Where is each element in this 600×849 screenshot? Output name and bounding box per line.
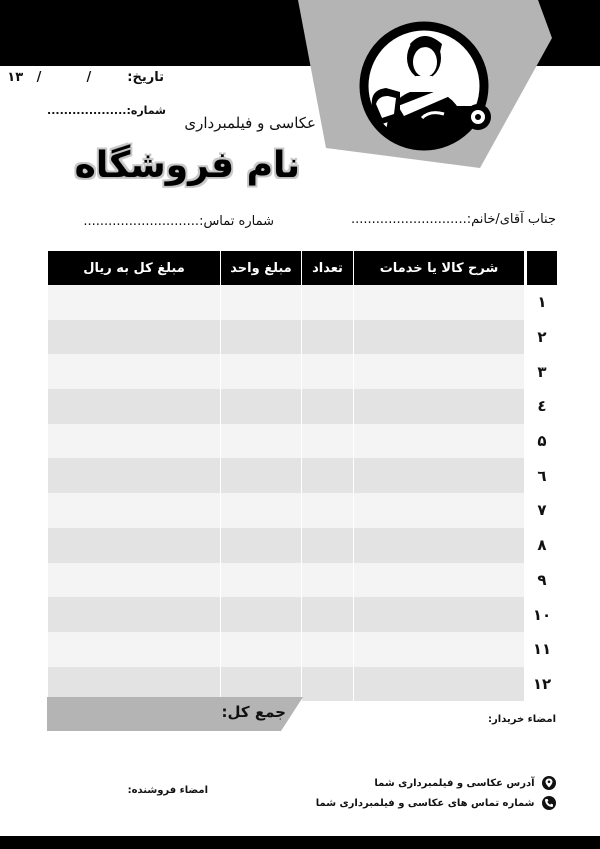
cell-unit-price[interactable] xyxy=(221,458,302,493)
column-header-quantity: تعداد xyxy=(302,251,354,285)
cell-description[interactable] xyxy=(354,354,525,389)
cell-unit-price[interactable] xyxy=(221,354,302,389)
table-row xyxy=(48,320,558,355)
date-field xyxy=(7,70,164,90)
row-number: ۱۰ xyxy=(527,597,558,632)
cell-quantity[interactable] xyxy=(302,493,354,528)
invoice-table xyxy=(47,251,558,701)
cell-quantity[interactable] xyxy=(302,667,354,702)
cell-description[interactable] xyxy=(354,597,525,632)
customer-phone-field[interactable] xyxy=(48,214,274,229)
column-header-total: مبلغ کل به ریال xyxy=(48,251,221,285)
table-row xyxy=(48,354,558,389)
column-header-row-number xyxy=(527,251,558,285)
cell-unit-price[interactable] xyxy=(221,632,302,667)
cell-description[interactable] xyxy=(354,424,525,459)
cell-description[interactable] xyxy=(354,320,525,355)
cell-quantity[interactable] xyxy=(302,528,354,563)
row-number: ۹ xyxy=(527,563,558,598)
cell-total[interactable] xyxy=(48,389,221,424)
table-row xyxy=(48,389,558,424)
buyer-signature-label: امضاء خریدار: xyxy=(488,714,556,725)
cell-quantity[interactable] xyxy=(302,354,354,389)
cell-total[interactable] xyxy=(48,320,221,355)
cell-unit-price[interactable] xyxy=(221,285,302,320)
row-number: ٤ xyxy=(527,389,558,424)
row-number: ٦ xyxy=(527,458,558,493)
location-pin-icon xyxy=(542,776,556,790)
cell-description[interactable] xyxy=(354,528,525,563)
cell-total[interactable] xyxy=(48,632,221,667)
bottom-bar xyxy=(0,836,600,849)
cell-quantity[interactable] xyxy=(302,632,354,667)
cell-unit-price[interactable] xyxy=(221,424,302,459)
cell-unit-price[interactable] xyxy=(221,563,302,598)
cell-total[interactable] xyxy=(48,354,221,389)
table-row xyxy=(48,563,558,598)
table-row xyxy=(48,424,558,459)
table-row xyxy=(48,632,558,667)
phone-icon xyxy=(542,796,556,810)
cell-total[interactable] xyxy=(48,563,221,598)
row-number: ۳ xyxy=(527,354,558,389)
row-number: ۸ xyxy=(527,528,558,563)
customer-name-label: جناب آقای/خانم: xyxy=(466,212,556,227)
grand-total-label: جمع کل: xyxy=(221,703,286,721)
shop-subtitle: عکاسی و فیلمبرداری xyxy=(184,114,316,132)
cell-total[interactable] xyxy=(48,597,221,632)
phone-line xyxy=(300,796,556,810)
invoice-number-label: شماره: xyxy=(126,104,166,117)
shop-name: نام فروشگاه xyxy=(74,145,300,186)
customer-phone-dots: ............................ xyxy=(83,214,200,229)
invoice-number-dots: ................... xyxy=(47,104,127,117)
cell-quantity[interactable] xyxy=(302,320,354,355)
table-row xyxy=(48,458,558,493)
customer-phone-label: شماره تماس: xyxy=(199,214,274,229)
cell-description[interactable] xyxy=(354,389,525,424)
table-row xyxy=(48,493,558,528)
cell-total[interactable] xyxy=(48,285,221,320)
cell-unit-price[interactable] xyxy=(221,320,302,355)
cell-total[interactable] xyxy=(48,493,221,528)
cell-unit-price[interactable] xyxy=(221,389,302,424)
cell-description[interactable] xyxy=(354,493,525,528)
table-row xyxy=(48,285,558,320)
row-number: ۱۲ xyxy=(527,667,558,702)
cell-description[interactable] xyxy=(354,632,525,667)
customer-name-field[interactable] xyxy=(330,212,556,227)
seller-signature-label: امضاء فروشنده: xyxy=(127,785,208,796)
row-number: ۱۱ xyxy=(527,632,558,667)
table-body xyxy=(48,285,558,701)
row-number: ۱ xyxy=(527,285,558,320)
cell-quantity[interactable] xyxy=(302,458,354,493)
date-separator: / xyxy=(36,70,42,85)
cell-unit-price[interactable] xyxy=(221,528,302,563)
date-separator: / xyxy=(86,70,92,85)
row-number: ۲ xyxy=(527,320,558,355)
invoice-number-field[interactable] xyxy=(48,104,166,117)
address-line xyxy=(300,776,556,790)
row-number: ۵ xyxy=(527,424,558,459)
photographer-icon xyxy=(358,14,494,154)
phone-text: شماره تماس های عکاسی و فیلمبرداری شما xyxy=(315,798,535,809)
cell-quantity[interactable] xyxy=(302,285,354,320)
table-header-row xyxy=(48,251,558,285)
row-number: ۷ xyxy=(527,493,558,528)
cell-description[interactable] xyxy=(354,285,525,320)
table-row xyxy=(48,528,558,563)
cell-quantity[interactable] xyxy=(302,424,354,459)
cell-total[interactable] xyxy=(48,458,221,493)
cell-description[interactable] xyxy=(354,667,525,702)
cell-total[interactable] xyxy=(48,424,221,459)
cell-description[interactable] xyxy=(354,458,525,493)
address-text: آدرس عکاسی و فیلمبرداری شما xyxy=(374,778,535,789)
cell-unit-price[interactable] xyxy=(221,597,302,632)
column-header-unit-price: مبلغ واحد xyxy=(221,251,302,285)
cell-unit-price[interactable] xyxy=(221,493,302,528)
cell-total[interactable] xyxy=(48,528,221,563)
cell-quantity[interactable] xyxy=(302,597,354,632)
date-label: تاریخ: xyxy=(127,70,164,85)
cell-quantity[interactable] xyxy=(302,563,354,598)
customer-name-dots: ............................ xyxy=(351,212,467,227)
column-header-description: شرح کالا یا خدمات xyxy=(354,251,525,285)
date-year[interactable]: ۱۳ xyxy=(7,70,24,85)
cell-quantity[interactable] xyxy=(302,389,354,424)
cell-description[interactable] xyxy=(354,563,525,598)
table-row xyxy=(48,597,558,632)
